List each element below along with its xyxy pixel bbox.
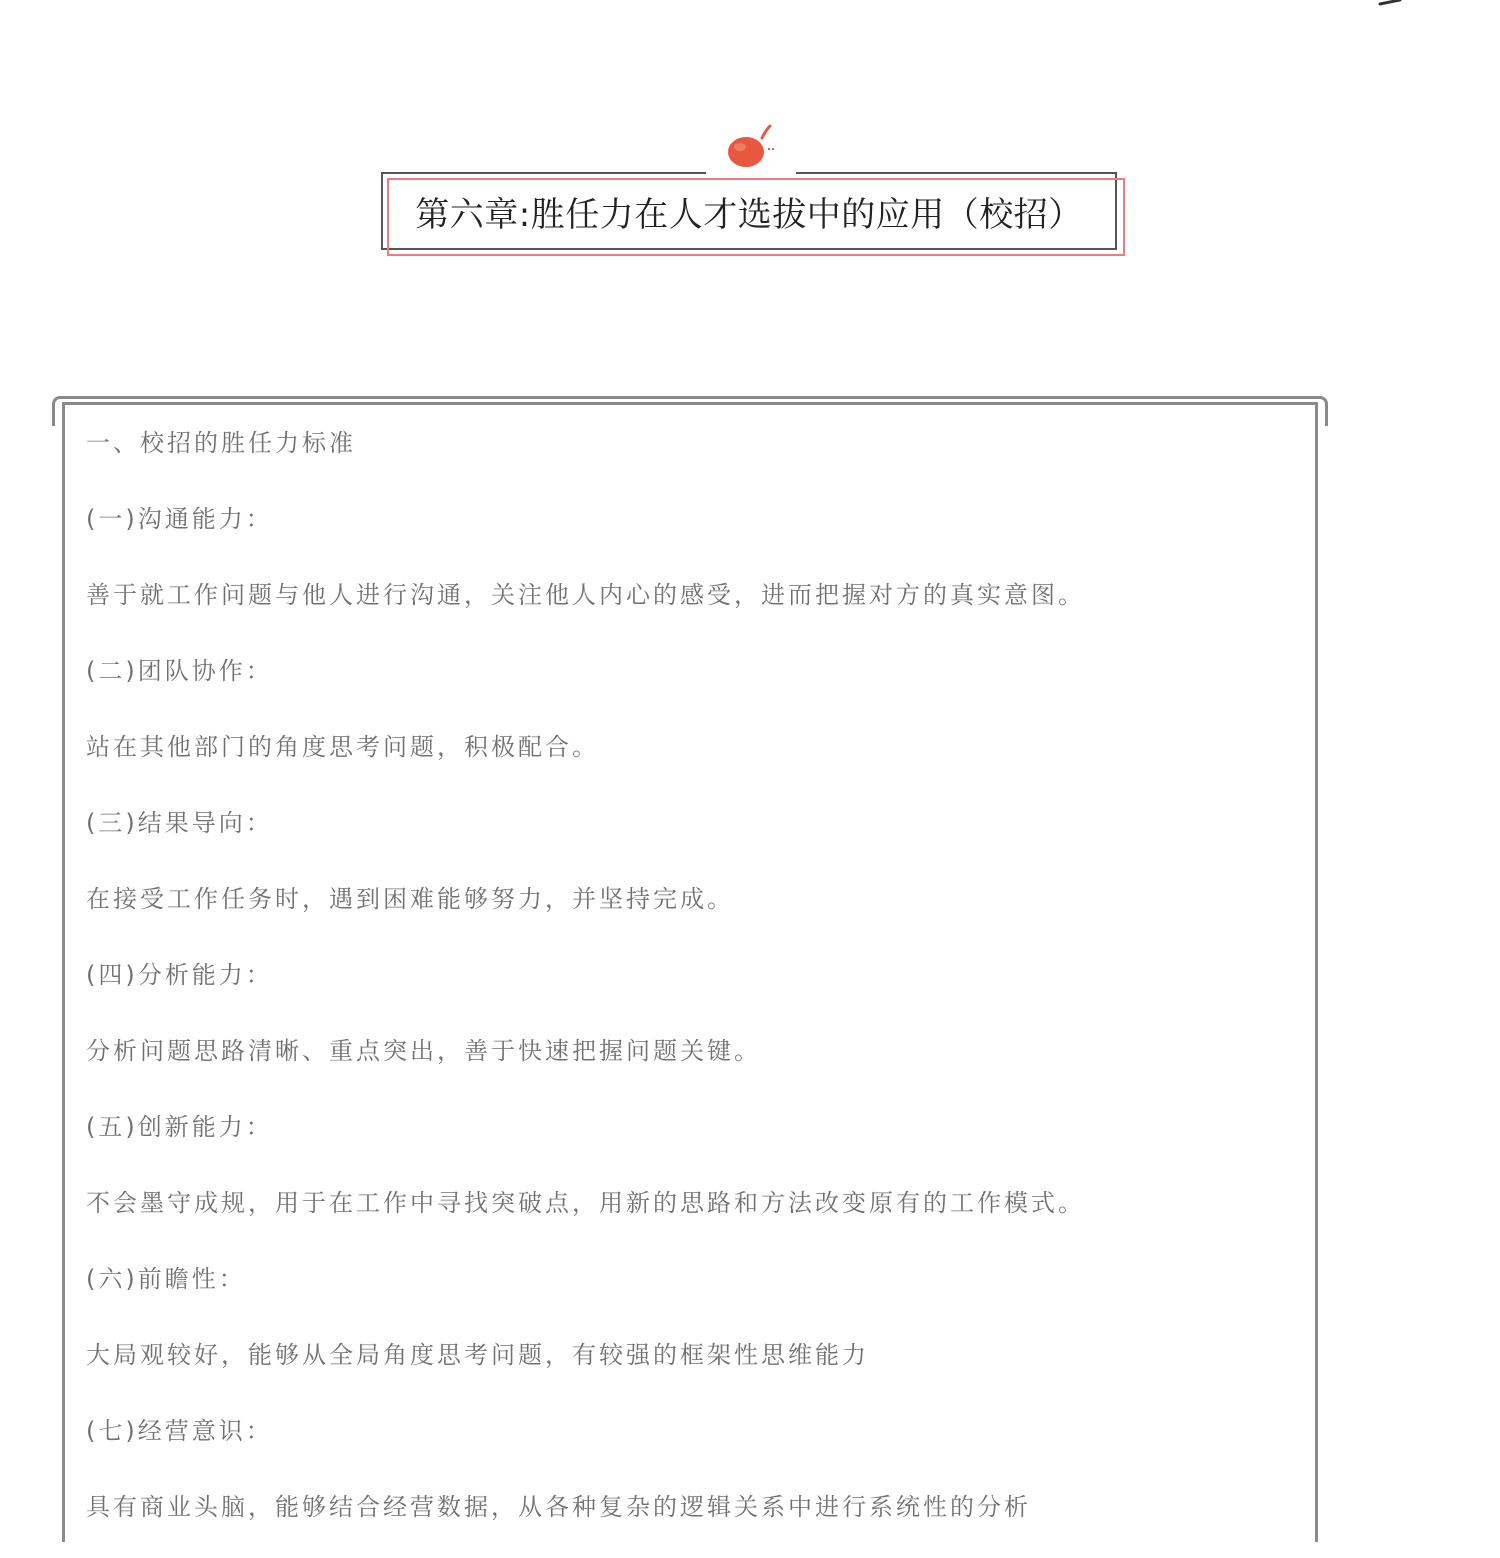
competency-description: 具有商业头脑，能够结合经营数据，从各种复杂的逻辑关系中进行系统性的分析 bbox=[86, 1493, 1031, 1521]
chapter-title-block bbox=[378, 122, 1130, 262]
competency-heading: (二)团队协作： bbox=[86, 657, 273, 685]
competency-description: 分析问题思路清晰、重点突出，善于快速把握问题关键。 bbox=[86, 1037, 761, 1065]
competency-description: 大局观较好，能够从全局角度思考问题，有较强的框架性思维能力 bbox=[86, 1341, 869, 1369]
competency-description: 在接受工作任务时，遇到困难能够努力，并坚持完成。 bbox=[86, 885, 734, 913]
competency-heading: (六)前瞻性： bbox=[86, 1265, 246, 1293]
competency-heading: (七)经营意识： bbox=[86, 1417, 273, 1445]
competency-heading: (一)沟通能力： bbox=[86, 505, 273, 533]
content-body bbox=[86, 418, 1286, 1558]
content-box bbox=[52, 396, 1328, 1536]
chapter-title: 第六章:胜任力在人才选拔中的应用（校招） bbox=[415, 195, 1083, 235]
competency-heading: (三)结果导向： bbox=[86, 809, 273, 837]
competency-description: 善于就工作问题与他人进行沟通，关注他人内心的感受，进而把握对方的真实意图。 bbox=[86, 581, 1085, 609]
section-heading: 一、校招的胜任力标准 bbox=[86, 429, 356, 457]
competency-description: 不会墨守成规，用于在工作中寻找突破点，用新的思路和方法改变原有的工作模式。 bbox=[86, 1189, 1085, 1217]
competency-heading: (四)分析能力： bbox=[86, 961, 273, 989]
apple-icon bbox=[726, 122, 786, 174]
competency-heading: (五)创新能力： bbox=[86, 1113, 273, 1141]
competency-description: 站在其他部门的角度思考问题，积极配合。 bbox=[86, 733, 599, 761]
corner-brush-stroke bbox=[1376, 0, 1416, 10]
